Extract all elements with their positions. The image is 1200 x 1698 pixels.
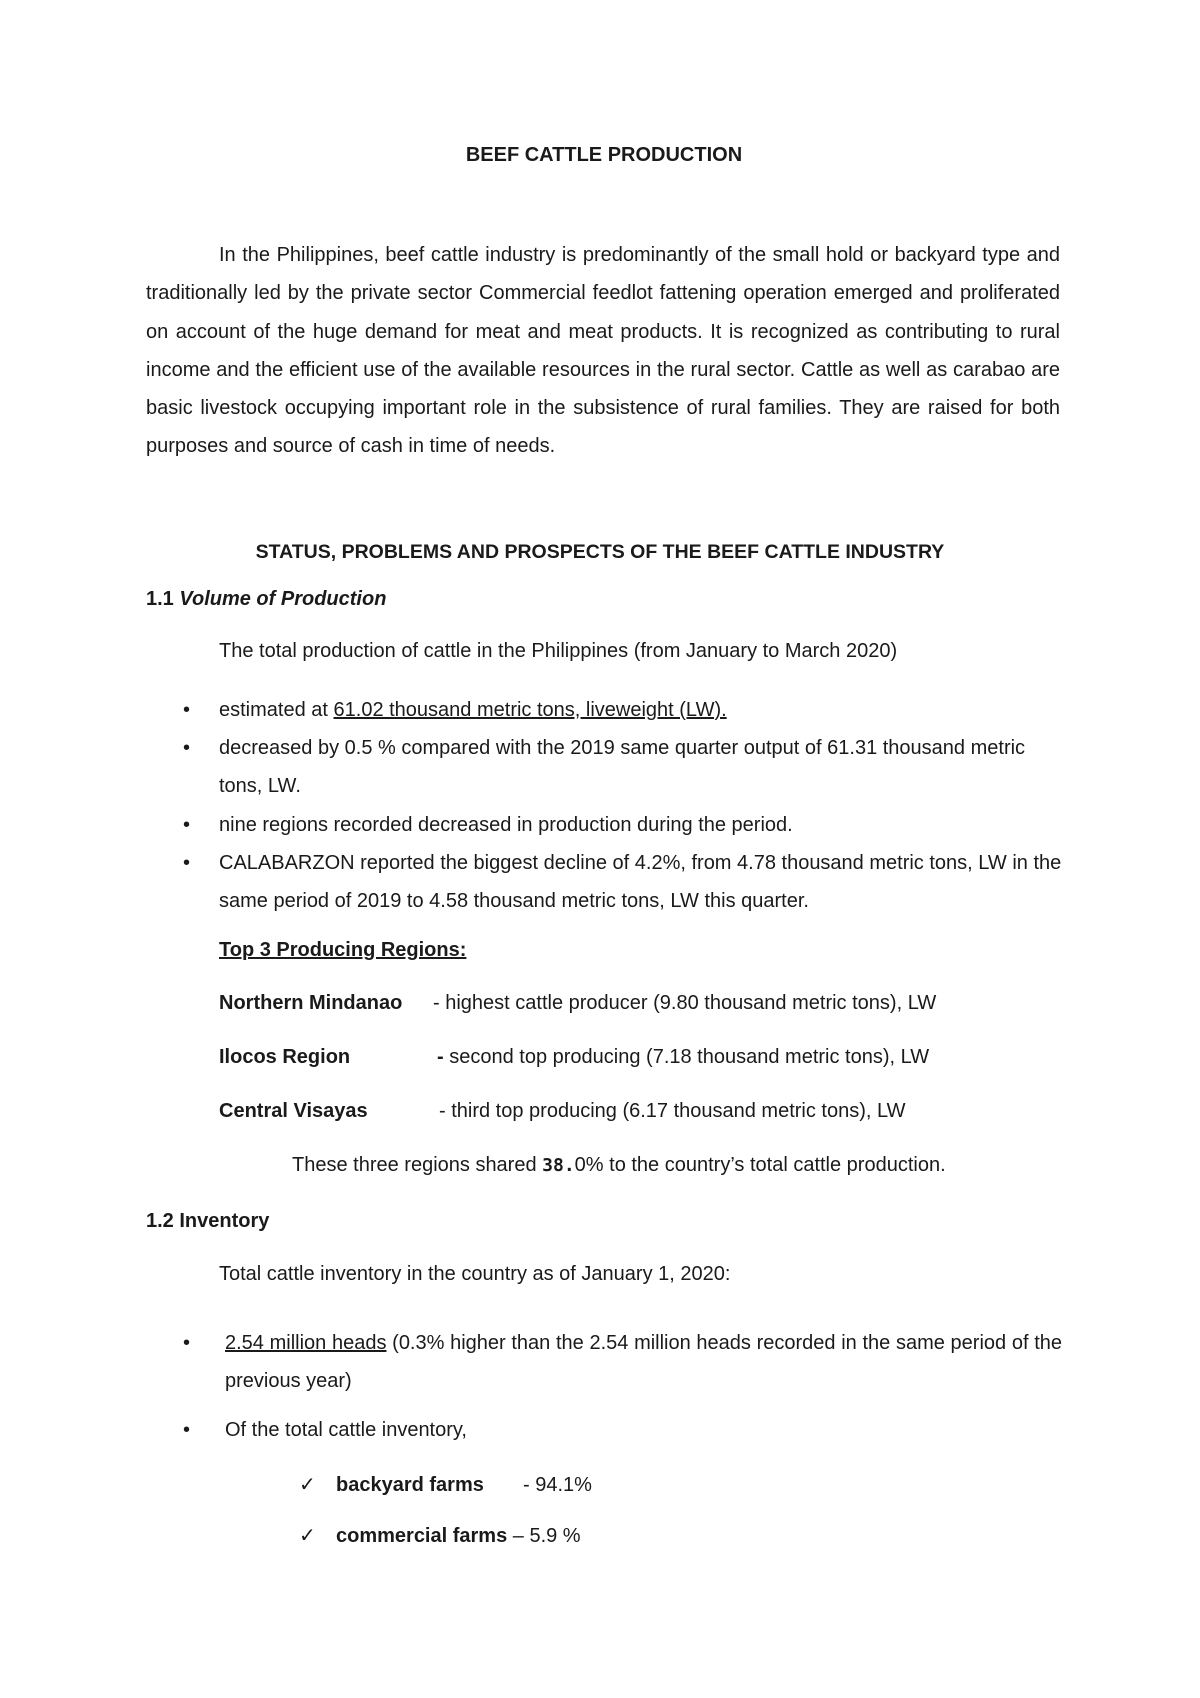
check-label: backyard farms <box>336 1474 484 1496</box>
bullet-estimate <box>219 691 1062 729</box>
region-desc: - highest cattle producer (9.80 thousand metric tons), LW <box>433 992 937 1014</box>
check-label: commercial farms <box>336 1525 508 1547</box>
region-name: Central Visayas <box>219 1100 368 1122</box>
check-value: - 94.1% <box>523 1474 592 1496</box>
check-value: – 5.9 % <box>507 1525 581 1547</box>
check-item-commercial <box>336 1521 581 1551</box>
subsection-1-2-heading: 1.2 Inventory <box>146 1210 270 1232</box>
bullet-calabarzon: CALABARZON reported the biggest decline of 4.2%, from 4.78 thousand metric tons, LW in the same period of 2019 to 4.58 thousand metric tons, LW this quarter. <box>219 852 1062 912</box>
bullet-regions-decreased: nine regions recorded decreased in production during the period. <box>219 814 793 836</box>
bullet-marker: • <box>183 1419 191 1441</box>
production-lead: The total production of cattle in the Philippines (from January to March 2020) <box>219 640 898 662</box>
inventory-underlined-value: 2.54 million heads <box>225 1332 387 1354</box>
top-regions-heading: Top 3 Producing Regions: <box>219 939 467 961</box>
region-desc <box>437 1042 929 1072</box>
subsection-1-1-heading <box>146 584 386 614</box>
bullet-marker: • <box>183 814 191 836</box>
bullet-marker: • <box>183 737 191 759</box>
region-name: Ilocos Region <box>219 1046 351 1068</box>
subsection-number: 1.1 <box>146 588 174 610</box>
bullet-text: estimated at <box>219 699 334 721</box>
bullet-decrease: decreased by 0.5 % compared with the 2019 same quarter output of 61.31 thousand metric tons, LW. <box>219 737 1026 797</box>
share-text: These three regions shared <box>292 1154 543 1176</box>
subsection-title: Volume of Production <box>179 588 387 610</box>
share-text-end: 0% to the country’s total cattle production. <box>574 1154 946 1176</box>
region-row-1 <box>219 988 402 1018</box>
checkmark-icon: ✓ <box>299 1525 316 1547</box>
region-desc: - third top producing (6.17 thousand metric tons), LW <box>439 1100 906 1122</box>
inventory-text: (0.3% higher than the 2.54 million heads recorded in the same period of the previous year) <box>225 1332 1062 1392</box>
region-name: Northern Mindanao <box>219 992 403 1014</box>
check-item-backyard <box>336 1470 484 1500</box>
inventory-lead: Total cattle inventory in the country as of January 1, 2020: <box>219 1263 731 1285</box>
section-heading: STATUS, PROBLEMS AND PROSPECTS OF THE BEEF CATTLE INDUSTRY <box>255 541 945 563</box>
regions-share <box>292 1150 946 1181</box>
region-row-3 <box>219 1096 368 1126</box>
region-row-2 <box>219 1042 350 1072</box>
region-desc-text: second top producing (7.18 thousand metric tons), LW <box>443 1046 930 1068</box>
bullet-marker: • <box>183 699 191 721</box>
share-number: 38. <box>542 1155 575 1176</box>
region-dash: - <box>437 1046 444 1068</box>
document-title: BEEF CATTLE PRODUCTION <box>465 144 743 166</box>
bullet-underlined-value: 61.02 thousand metric tons, liveweight (LW). <box>333 699 727 721</box>
bullet-marker: • <box>183 852 191 874</box>
checkmark-icon: ✓ <box>299 1474 316 1496</box>
bullet-inventory-breakdown: Of the total cattle inventory, <box>225 1419 467 1441</box>
bullet-inventory-total <box>225 1324 1062 1400</box>
intro-paragraph: In the Philippines, beef cattle industry is predominantly of the small hold or backyard type and traditionally led by the private sector Commercial feedlot fattening operation emerged and proliferated on account of the huge demand for meat and meat products. It is recognized as contributing to rural income and the efficient use of the available resources in the rural sector. Cattle as well as carabao are basic livestock occupying important role in the subsistence of rural families. They are raised for both purposes and source of cash in time of needs. <box>146 244 1060 458</box>
bullet-marker: • <box>183 1332 191 1354</box>
